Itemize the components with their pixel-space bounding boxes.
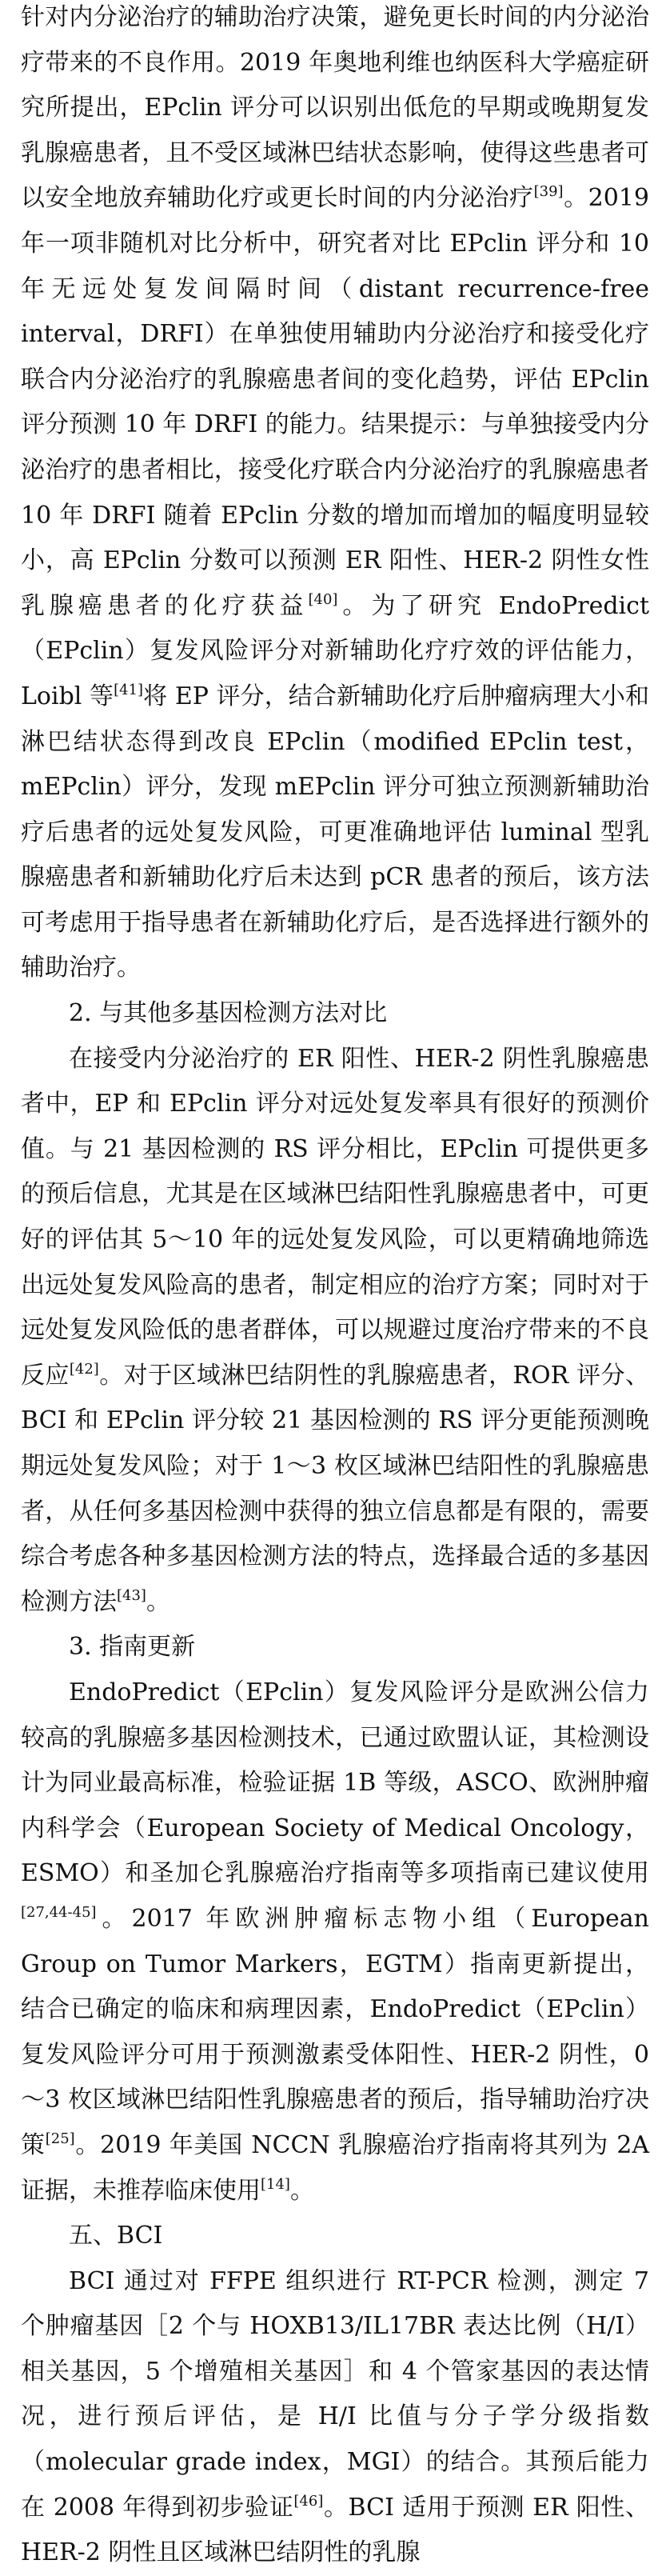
citation-ref: [27,44-45]	[21, 1903, 97, 1921]
paragraph-text: EndoPredict（EPclin）复发风险评分是欧洲公信力较高的乳腺癌多基因检测技术，已通过欧盟认证，其检测设计为同业最高标准，检验证据 1B 等级，ASCO、欧洲肿瘤内科学会（European Society of Medical Oncology，ESMO）和圣加仑乳腺癌治疗指南等多项指南已建议使用	[21, 1678, 649, 1888]
section-heading: 2. 与其他多基因检测方法对比	[69, 999, 388, 1028]
paragraph-text: 。	[146, 1587, 170, 1616]
paragraph-text: 。为了研究 EndoPredict（EPclin）复发风险评分对新辅助化疗疗效的评估能力，Loibl 等	[21, 591, 650, 710]
paragraph-text: 。2019 年一项非随机对比分析中，研究者对比 EPclin 评分和 10 年无远处复发间隔时间（distant recurrence-free interval，DRFI）在单独使用辅助内分泌治疗和接受化疗联合内分泌治疗的乳腺癌患者间的变化趋势，评估 EPclin 评分预测 10 年 DRFI 的能力。结果提示：与单独接受内分泌治疗的患者相比，接受化疗联合内分泌治疗的乳腺癌患者 10 年 DRFI 随着 EPclin 分数的增加而增加的幅度明显较小，高 EPclin 分数可以预测 ER 阳性、HER-2 阴性女性乳腺癌患者的化疗获益	[21, 184, 649, 620]
paragraph-text: 。	[289, 2176, 314, 2205]
paragraph-text: 在接受内分泌治疗的 ER 阳性、HER-2 阴性乳腺癌患者中，EP 和 EPclin 评分对远处复发率具有很好的预测价值。与 21 基因检测的 RS 评分相比，EPclin 可提供更多的预后信息，尤其是在区域淋巴结阳性乳腺癌患者中，可更好的评估其 5～10 年的远处复发风险，可以更精确地筛选出远处复发风险高的患者，制定相应的治疗方案；同时对于远处复发风险低的患者群体，可以规避过度治疗带来的不良反应	[21, 1044, 649, 1390]
paragraph-text: BCI 通过对 FFPE 组织进行 RT-PCR 检测，测定 7 个肿瘤基因［2 个与 HOXB13/IL17BR 表达比例（H/I）相关基因，5 个增殖相关基因］和 4 个管家基因的表达情况，进行预后评估，是 H/I 比值与分子学分级指数（molecular grade index，MGI）的结合。其预后能力在 2008 年得到初步验证	[21, 2266, 649, 2522]
citation-ref: [25]	[45, 2130, 75, 2147]
paragraph-text: 。BCI 适用于预测 ER 阳性、HER-2 阴性且区域淋巴结阴性的乳腺	[21, 2493, 649, 2567]
citation-ref: [42]	[69, 1360, 99, 1378]
text-column	[21, 0, 649, 2576]
citation-ref: [39]	[533, 183, 564, 201]
citation-ref: [14]	[261, 2175, 290, 2193]
body-paragraph	[21, 1037, 649, 1626]
paragraph-text: 。2019 年美国 NCCN 乳腺癌治疗指南将其列为 2A 证据，未推荐临床使用	[21, 2130, 649, 2205]
paragraph-text: 将 EP 评分，结合新辅助化疗后肿瘤病理大小和淋巴结状态得到改良 EPclin（modified EPclin test，mEPclin）评分，发现 mEPclin 评分可独立预测新辅助治疗后患者的远处复发风险，可更准确地评估 luminal 型乳腺癌患者和新辅助化疗后未达到 pCR 患者的预后，该方法可考虑用于指导患者在新辅助化疗后，是否选择进行额外的辅助治疗。	[21, 682, 649, 982]
body-paragraph	[21, 2259, 649, 2576]
paragraph-text: 。对于区域淋巴结阴性的乳腺癌患者，ROR 评分、BCI 和 EPclin 评分较 21 基因检测的 RS 评分更能预测晚期远处复发风险；对于 1～3 枚区域淋巴结阳性的乳腺癌患者，从任何多基因检测中获得的独立信息都是有限的，需要综合考虑各种多基因检测方法的特点，选择最合适的多基因检测方法	[21, 1361, 650, 1616]
body-paragraph	[21, 1670, 649, 2214]
citation-ref: [43]	[117, 1586, 146, 1604]
citation-ref: [41]	[114, 681, 144, 698]
paragraph-text: 针对内分泌治疗的辅助治疗决策，避免更长时间的内分泌治疗带来的不良作用。2019 年奥地利维也纳医科大学癌症研究所提出，EPclin 评分可以识别出低危的早期或晚期复发乳腺癌患者，且不受区域淋巴结状态影响，使得这些患者可以安全地放弃辅助化疗或更长时间的内分泌治疗	[21, 3, 649, 213]
paragraph-text: 。2017 年欧洲肿瘤标志物小组（European Group on Tumor Markers，EGTM）指南更新提出，结合已确定的临床和病理因素，EndoPredict（EPclin）复发风险评分可用于预测激素受体阳性、HER-2 阴性，0～3 枚区域淋巴结阳性乳腺癌患者的预后，指导辅助治疗决策	[21, 1904, 649, 2159]
citation-ref: [46]	[293, 2492, 324, 2510]
body-paragraph-continued	[21, 0, 649, 991]
section-heading: 五、BCI	[69, 2222, 163, 2250]
citation-ref: [40]	[308, 590, 338, 608]
section-heading: 3. 指南更新	[69, 1633, 196, 1662]
